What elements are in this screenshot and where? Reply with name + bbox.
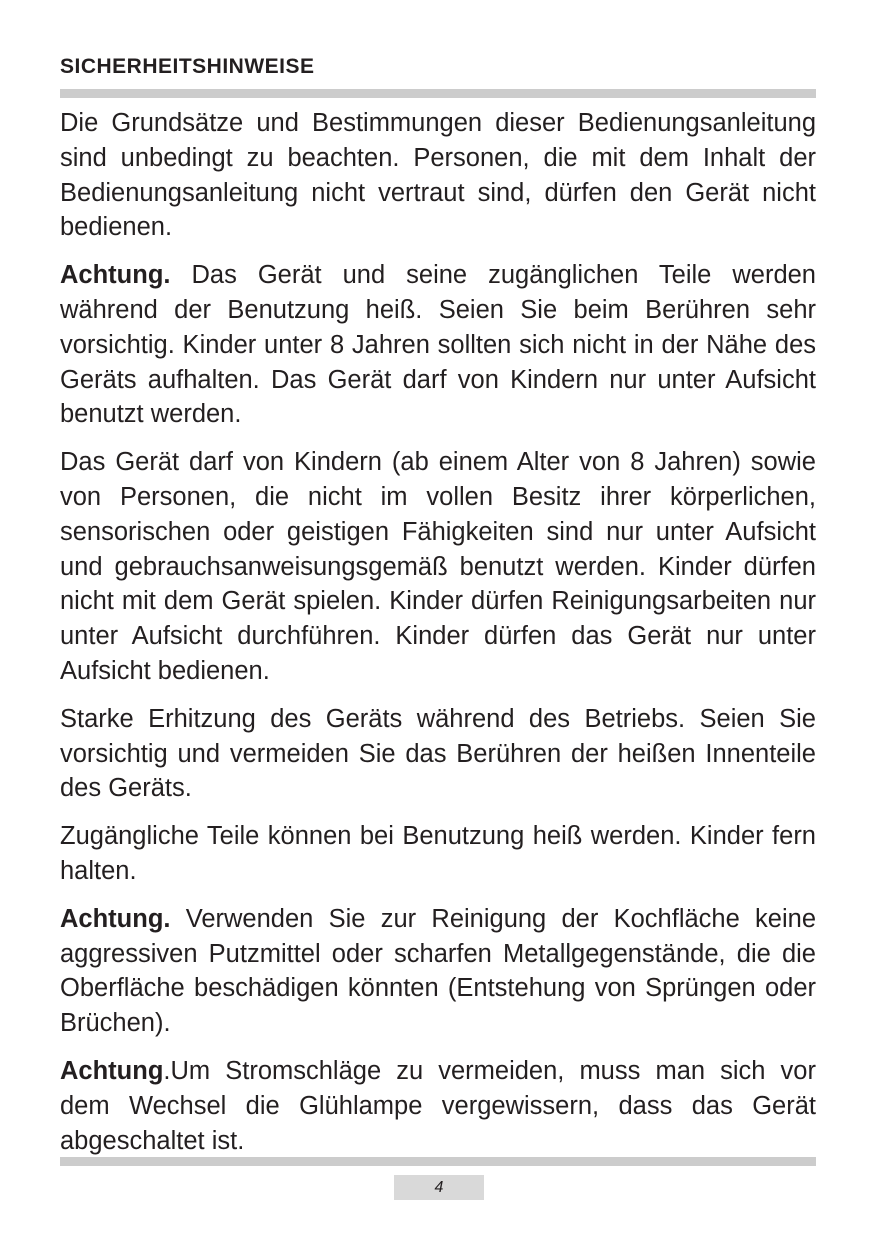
paragraph-text: Die Grundsätze und Bestimmungen dieser Bedienungsanleitung sind unbedingt zu beachten. Personen, die mit dem Inhalt der Bedienungsanleitung nicht vertraut sind, dürfen den Gerät nicht bedienen. [60,109,816,242]
safety-instructions [60,106,816,1171]
paragraph-text: .Um Stromschläge zu vermeiden, muss man sich vor dem Wechsel die Glühlampe vergewissern, dass das Gerät abgeschaltet ist. [60,1056,816,1155]
paragraph-1 [60,106,816,245]
paragraph-text: Zugängliche Teile können bei Benutzung heiß werden. Kinder fern halten. [60,822,816,885]
paragraph-3 [60,445,816,689]
paragraph-text: Das Gerät und seine zugänglichen Teile werden während der Benutzung heiß. Seien Sie beim Berühren sehr vorsichtig. Kinder unter 8 Jahren sollten sich nicht in der Nähe des Geräts aufhalten. Das Gerät darf von Kindern nur unter Aufsicht benutzt werden. [60,261,816,429]
paragraph-2 [60,258,816,432]
paragraph-lead: Achtung. [60,904,171,933]
paragraph-text: Verwenden Sie zur Reinigung der Kochfläche keine aggressiven Putzmittel oder scharfen Metallgegenstände, die die Oberfläche beschädigen könnten (Entstehung von Sprüngen oder Brüchen). [60,904,816,1038]
manual-page [60,0,816,1241]
paragraph-7 [60,1054,816,1158]
paragraph-text: Starke Erhitzung des Geräts während des Betriebs. Seien Sie vorsichtig und vermeiden Sie das Berühren der heißen Innenteile des Geräts. [60,704,816,803]
paragraph-text: Das Gerät darf von Kindern (ab einem Alter von 8 Jahren) sowie von Personen, die nicht im vollen Besitz ihrer körperlichen, sensorischen oder geistigen Fähigkeiten sind nur unter Aufsicht und gebrauchsanweisungsgemäß benutzt werden. Kinder dürfen nicht mit dem Gerät spielen. Kinder dürfen Reinigungsarbeiten nur unter Aufsicht durchführen. Kinder dürfen das Gerät nur unter Aufsicht bedienen. [60,448,816,685]
paragraph-6 [60,902,816,1041]
paragraph-4 [60,702,816,806]
section-heading: SICHERHEITSHINWEISE [60,55,315,78]
paragraph-lead: Achtung. [60,261,171,290]
bottom-divider [60,1157,816,1166]
page-number: 4 [394,1175,484,1200]
paragraph-5 [60,819,816,889]
paragraph-lead: Achtung [60,1056,164,1085]
top-divider [60,89,816,98]
